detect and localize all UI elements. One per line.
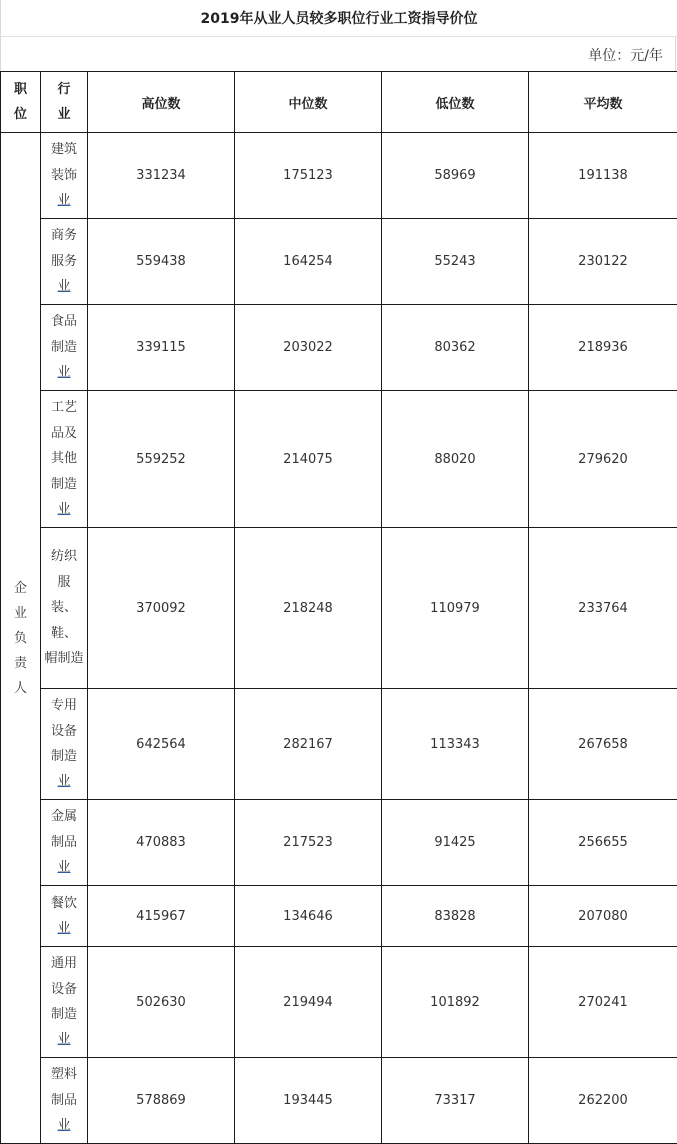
industry-name: 金属 制品 业	[51, 809, 77, 875]
header-high: 高位数	[88, 72, 235, 133]
cell-median: 219494	[235, 947, 382, 1058]
cell-high: 559252	[88, 391, 235, 528]
cell-average: 207080	[529, 886, 677, 947]
industry-cell	[41, 947, 88, 1058]
cell-low: 83828	[382, 886, 529, 947]
cell-low: 110979	[382, 528, 529, 689]
cell-average: 230122	[529, 219, 677, 305]
table-row	[1, 305, 677, 391]
cell-high: 415967	[88, 886, 235, 947]
table-body	[1, 133, 677, 1144]
cell-median: 282167	[235, 689, 382, 800]
industry-name: 通用 设备 制造 业	[51, 956, 77, 1047]
table-row	[1, 219, 677, 305]
cell-median: 175123	[235, 133, 382, 219]
cell-high: 642564	[88, 689, 235, 800]
cell-median: 217523	[235, 800, 382, 886]
industry-name: 食品 制造 业	[51, 314, 77, 380]
wage-table	[0, 71, 677, 1144]
cell-median: 134646	[235, 886, 382, 947]
table-row	[1, 886, 677, 947]
industry-cell	[41, 886, 88, 947]
role-name: 企 业 负 责 人	[14, 581, 27, 696]
header-row	[1, 72, 677, 133]
table-row	[1, 947, 677, 1058]
table-row	[1, 800, 677, 886]
unit-label: 单位：元/年	[588, 45, 663, 65]
table-row	[1, 133, 677, 219]
cell-high: 339115	[88, 305, 235, 391]
cell-median: 193445	[235, 1058, 382, 1144]
industry-cell	[41, 800, 88, 886]
industry-name: 工艺 品及 其他 制造 业	[51, 400, 77, 517]
industry-name: 餐饮 业	[51, 896, 77, 936]
header-industry-text: 行 业	[57, 82, 70, 122]
industry-cell	[41, 689, 88, 800]
cell-average: 270241	[529, 947, 677, 1058]
industry-cell	[41, 305, 88, 391]
industry-cell	[41, 528, 88, 689]
industry-cell	[41, 391, 88, 528]
cell-median: 218248	[235, 528, 382, 689]
table-row	[1, 689, 677, 800]
industry-name: 塑料 制品 业	[51, 1067, 77, 1133]
cell-median: 214075	[235, 391, 382, 528]
cell-low: 73317	[382, 1058, 529, 1144]
cell-low: 55243	[382, 219, 529, 305]
cell-low: 113343	[382, 689, 529, 800]
cell-high: 559438	[88, 219, 235, 305]
header-role	[1, 72, 41, 133]
cell-average: 256655	[529, 800, 677, 886]
industry-name: 专用 设备 制造 业	[51, 698, 77, 789]
unit-bar	[0, 37, 676, 71]
cell-average: 267658	[529, 689, 677, 800]
header-role-text: 职 位	[14, 82, 27, 122]
cell-high: 370092	[88, 528, 235, 689]
industry-cell	[41, 219, 88, 305]
cell-low: 91425	[382, 800, 529, 886]
cell-average: 279620	[529, 391, 677, 528]
table-row	[1, 1058, 677, 1144]
cell-average: 218936	[529, 305, 677, 391]
role-cell	[1, 133, 41, 1144]
industry-name: 商务 服务 业	[51, 228, 77, 294]
header-low: 低位数	[382, 72, 529, 133]
header-average: 平均数	[529, 72, 677, 133]
cell-average: 191138	[529, 133, 677, 219]
header-median: 中位数	[235, 72, 382, 133]
cell-high: 470883	[88, 800, 235, 886]
industry-name: 建筑 装饰 业	[51, 142, 77, 208]
industry-name: 纺织 服 装、 鞋、 帽制造	[44, 549, 83, 666]
cell-low: 88020	[382, 391, 529, 528]
cell-high: 502630	[88, 947, 235, 1058]
industry-cell	[41, 1058, 88, 1144]
cell-low: 58969	[382, 133, 529, 219]
cell-low: 80362	[382, 305, 529, 391]
industry-cell	[41, 133, 88, 219]
cell-average: 262200	[529, 1058, 677, 1144]
cell-average: 233764	[529, 528, 677, 689]
header-industry	[41, 72, 88, 133]
table-title: 2019年从业人员较多职位行业工资指导价位	[0, 0, 677, 37]
cell-median: 203022	[235, 305, 382, 391]
cell-high: 331234	[88, 133, 235, 219]
cell-median: 164254	[235, 219, 382, 305]
table-row	[1, 528, 677, 689]
cell-low: 101892	[382, 947, 529, 1058]
table-row	[1, 391, 677, 528]
cell-high: 578869	[88, 1058, 235, 1144]
